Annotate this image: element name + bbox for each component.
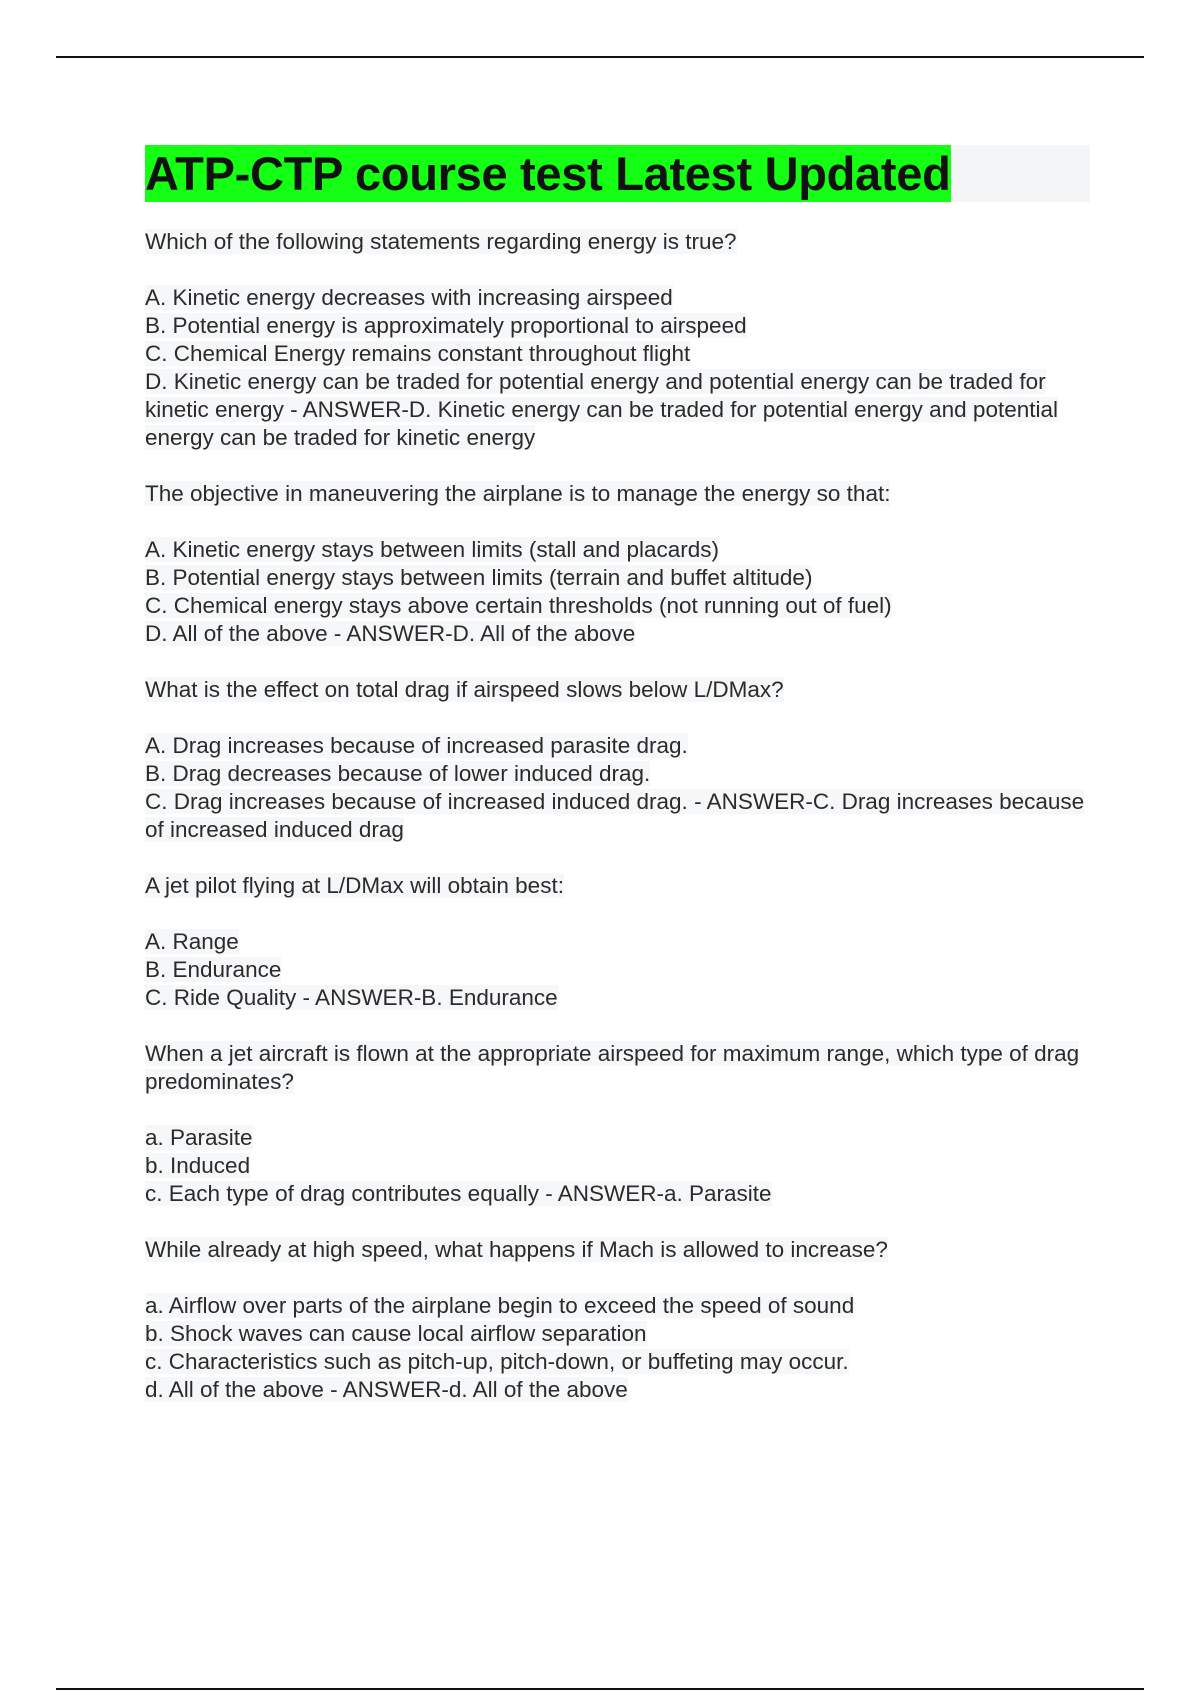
footer-rule [56,1688,1144,1690]
header-rule [56,56,1144,58]
option-line: A. Kinetic energy decreases with increasing airspeed [145,285,673,310]
question-text: What is the effect on total drag if airspeed slows below L/DMax? [145,677,784,702]
option-line: b. Shock waves can cause local airflow separation [145,1321,647,1346]
document-body [145,145,1090,1432]
option-line: b. Induced [145,1153,251,1178]
option-line: C. Chemical Energy remains constant throughout flight [145,341,691,366]
option-line: B. Potential energy stays between limits (terrain and buffet altitude) [145,565,813,590]
document-title: ATP-CTP course test Latest Updated [145,147,951,200]
option-line-with-answer: C. Drag increases because of increased induced drag. - ANSWER-C. Drag increases because of increased induced drag [145,789,1085,842]
answer-options [145,536,1090,648]
option-line-with-answer: d. All of the above - ANSWER-d. All of the above [145,1377,628,1402]
question-text: When a jet aircraft is flown at the appropriate airspeed for maximum range, which type of drag predominates? [145,1041,1080,1094]
answer-options [145,1124,1090,1208]
option-line-with-answer: D. Kinetic energy can be traded for potential energy and potential energy can be traded for kinetic energy - ANSWER-D. Kinetic energy can be traded for potential energy and potential energy can be traded for kinetic energy [145,369,1058,450]
option-line: A. Drag increases because of increased parasite drag. [145,733,688,758]
answer-options [145,284,1090,452]
option-line: A. Range [145,929,239,954]
question-block [145,1236,1090,1404]
option-line: c. Characteristics such as pitch-up, pitch-down, or buffeting may occur. [145,1349,849,1374]
option-line: B. Endurance [145,957,282,982]
option-line: B. Drag decreases because of lower induced drag. [145,761,651,786]
option-line: C. Chemical energy stays above certain thresholds (not running out of fuel) [145,593,892,618]
option-line-with-answer: C. Ride Quality - ANSWER-B. Endurance [145,985,558,1010]
question-block [145,480,1090,648]
question-block [145,1040,1090,1208]
question-text: A jet pilot flying at L/DMax will obtain best: [145,873,564,898]
option-line: A. Kinetic energy stays between limits (stall and placards) [145,537,720,562]
answer-options [145,1292,1090,1404]
title-band [145,145,1090,202]
question-block [145,872,1090,1012]
option-line: a. Parasite [145,1125,253,1150]
question-text: Which of the following statements regarding energy is true? [145,229,737,254]
question-text: The objective in maneuvering the airplane is to manage the energy so that: [145,481,891,506]
option-line-with-answer: D. All of the above - ANSWER-D. All of the above [145,621,636,646]
question-block [145,676,1090,844]
option-line-with-answer: c. Each type of drag contributes equally - ANSWER-a. Parasite [145,1181,772,1206]
answer-options [145,732,1090,844]
question-block [145,228,1090,452]
question-text: While already at high speed, what happens if Mach is allowed to increase? [145,1237,888,1262]
option-line: a. Airflow over parts of the airplane begin to exceed the speed of sound [145,1293,855,1318]
option-line: B. Potential energy is approximately proportional to airspeed [145,313,747,338]
answer-options [145,928,1090,1012]
